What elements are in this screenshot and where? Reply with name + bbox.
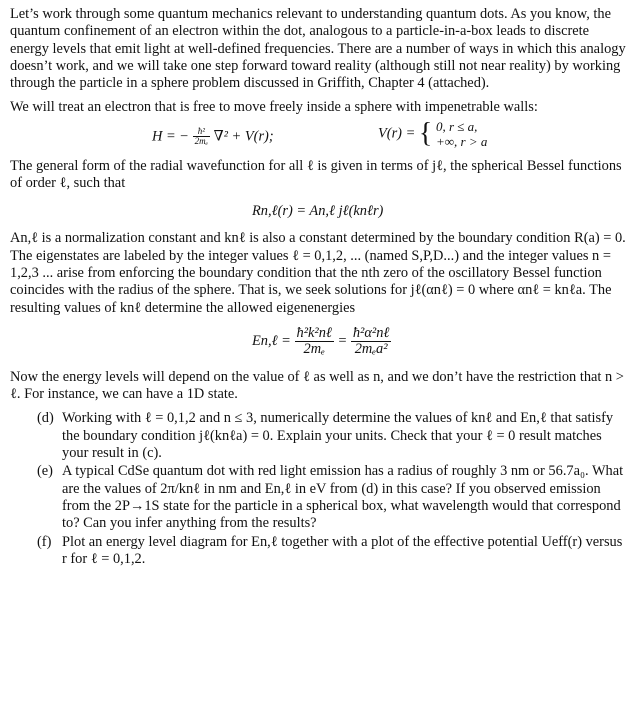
question-part-text: A typical CdSe quantum dot with red light emission has a radius of roughly 3 nm or 56.7a₀. What are the values of 2π/knℓ in nm and En,ℓ in eV from (d) in this case? If you observed emission from the 2P→1S state for the particle in a spherical box, what wavelength would that correspond to? Can you infer anything from the results? xyxy=(62,463,624,532)
energy-fraction-k xyxy=(295,326,334,357)
question-part-label: (d) xyxy=(37,410,54,427)
intro-paragraph: Let’s work through some quantum mechanics relevant to understanding quantum dots. As you know, the quantum confinement of an electron within the dot, analogous to a particle-in-a-box leads to discrete energy levels that emit light at well-defined frequencies. There are a number of ways in which this analogy doesn’t work, and we will take one step forward toward reality (although still not near reality) by working through the particle in a sphere problem discussed in Griffith, Chapter 4 (attached). xyxy=(10,6,626,92)
radial-paragraph: The general form of the radial wavefunction for all ℓ is given in terms of jℓ, the spherical Bessel functions of order ℓ, such that xyxy=(10,157,622,192)
energy-fraction-alpha-denominator: 2mₑa² xyxy=(354,340,388,357)
question-part-label: (f) xyxy=(37,533,52,550)
radial-wavefunction-equation xyxy=(10,199,626,225)
potential-expression xyxy=(378,119,487,149)
hamiltonian-right: ∇² + V(r); xyxy=(213,128,274,145)
question-part-d xyxy=(10,410,626,462)
energy-fraction-alpha-numerator: ħ²α²nℓ xyxy=(352,324,390,341)
energy-expression xyxy=(252,326,391,357)
energy-fraction-k-numerator: ħ²k²nℓ xyxy=(296,324,332,341)
energy-lhs: En,ℓ = xyxy=(252,332,291,349)
energy-levels-paragraph: Now the energy levels will depend on the value of ℓ as well as n, and we don’t have the restriction that n > ℓ. For instance, we can have a 1D state. xyxy=(10,368,624,403)
fraction-numerator: ħ² xyxy=(193,127,210,137)
hbar-over-2m-fraction xyxy=(193,127,210,147)
potential-case-outside: +∞, r > a xyxy=(435,133,488,149)
question-part-e xyxy=(10,463,626,532)
question-part-text: Plot an energy level diagram for En,ℓ together with a plot of the effective potential Ueff(r) versus r for ℓ = 0,1,2. xyxy=(62,533,623,567)
potential-left: V(r) = xyxy=(378,125,416,142)
radial-wavefunction-expression: Rn,ℓ(r) = An,ℓ jℓ(knℓr) xyxy=(252,203,384,220)
question-part-text: Working with ℓ = 0,1,2 and n ≤ 3, numerically determine the values of knℓ and En,ℓ that satisfy the boundary condition jℓ(knℓa) = 0. Explain your units. Check that your ℓ = 0 result matches your result in (c). xyxy=(62,410,614,462)
energy-equals: = xyxy=(337,332,348,349)
potential-cases xyxy=(436,119,487,149)
question-part-f xyxy=(10,534,626,569)
question-part-label: (e) xyxy=(37,463,53,480)
energy-equation xyxy=(10,324,626,364)
hamiltonian-expression xyxy=(152,127,274,147)
left-brace: { xyxy=(418,117,433,149)
fraction-denominator: 2mₑ xyxy=(194,136,208,147)
normalization-paragraph: An,ℓ is a normalization constant and knℓ is also a constant determined by the boundary condition R(a) = 0. The eigenstates are labeled by the integer values ℓ = 0,1,2, ... (named S,P,D...) and the integer values n = 1,2,3 ... arise from enforcing the boundary condition that the nth zero of the oscillatory Bessel function coincides with the radius of the sphere. That is, we seek solutions for jℓ(αnℓ) = 0 where αnℓ = knℓa. The resulting values of knℓ determine the allowed eigenenergies xyxy=(10,230,626,316)
energy-fraction-alpha xyxy=(351,326,392,357)
energy-fraction-k-denominator: 2mₑ xyxy=(303,340,325,357)
sphere-intro-paragraph: We will treat an electron that is free to move freely inside a sphere with impenetrable walls: xyxy=(10,99,538,116)
hamiltonian-equation xyxy=(10,119,626,153)
potential-case-inside: 0, r ≤ a, xyxy=(435,118,478,134)
question-parts-list xyxy=(10,410,626,568)
hamiltonian-left: H = − xyxy=(152,128,190,145)
